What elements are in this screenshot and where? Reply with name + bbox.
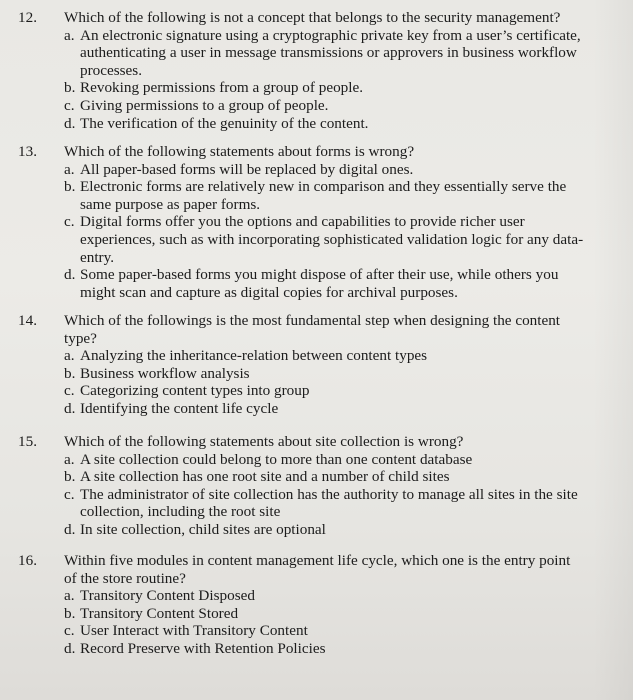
option-letter: c. (64, 485, 75, 503)
option-letter: b. (64, 79, 76, 97)
option-letter: d. (64, 266, 76, 284)
option-letter: a. (64, 587, 75, 605)
option-d (64, 521, 599, 539)
option-a (64, 27, 599, 80)
option-a (64, 587, 599, 605)
option-text: Record Preserve with Retention Policies (80, 639, 326, 657)
option-text: Transitory Content Stored (80, 604, 239, 622)
option-letter: c. (64, 622, 75, 640)
question-text: Within five modules in content management life cycle, which one is the entry point of the store routine? (64, 552, 571, 587)
option-letter: a. (64, 347, 75, 365)
question-text: Which of the following statements about site collection is wrong? (64, 433, 464, 450)
question-number: 15. (18, 433, 37, 450)
options-list (64, 347, 599, 417)
option-a (64, 347, 599, 365)
option-letter: c. (64, 96, 75, 114)
option-text: User Interact with Transitory Content (80, 622, 308, 640)
option-d (64, 115, 599, 133)
option-letter: b. (64, 604, 76, 622)
option-letter: b. (64, 364, 76, 382)
option-a (64, 451, 599, 469)
option-b (64, 468, 599, 486)
option-d (64, 640, 599, 658)
question-number: 14. (18, 312, 37, 329)
option-text: Analyzing the inheritance-relation between content types (80, 347, 428, 365)
option-letter: a. (64, 450, 75, 468)
option-letter: d. (64, 114, 76, 132)
options-list (64, 451, 599, 539)
option-c (64, 213, 593, 266)
option-b (64, 605, 599, 623)
option-text: A site collection could belong to more than one content database (80, 450, 473, 468)
option-text: In site collection, child sites are optional (80, 520, 326, 538)
option-text: The administrator of site collection has the authority to manage all sites in the site collection, including the root site (80, 485, 578, 521)
option-d (64, 400, 599, 418)
question-number: 16. (18, 552, 37, 569)
question-number: 12. (18, 9, 37, 26)
options-list (64, 27, 599, 133)
option-a (64, 161, 593, 179)
option-letter: b. (64, 178, 76, 196)
option-letter: d. (64, 639, 76, 657)
option-b (64, 79, 599, 97)
options-list (64, 587, 599, 657)
option-text: Business workflow analysis (80, 364, 250, 382)
option-letter: a. (64, 26, 75, 44)
option-letter: d. (64, 399, 76, 417)
option-text: Digital forms offer you the options and capabilities to provide richer user experiences, such as with incorporating sophisticated validation logic for any data-entry. (80, 213, 584, 266)
option-letter: a. (64, 160, 75, 178)
options-list (64, 161, 593, 302)
option-b (64, 178, 593, 213)
option-letter: b. (64, 468, 76, 486)
option-c (64, 622, 599, 640)
option-text: Revoking permissions from a group of people. (80, 79, 364, 97)
option-text: A site collection has one root site and a number of child sites (80, 468, 450, 486)
option-b (64, 365, 599, 383)
option-text: All paper-based forms will be replaced by digital ones. (80, 160, 414, 178)
option-text: Identifying the content life cycle (80, 399, 279, 417)
option-c (64, 486, 605, 521)
option-letter: d. (64, 520, 76, 538)
option-c (64, 97, 599, 115)
option-letter: c. (64, 382, 75, 400)
option-c (64, 382, 599, 400)
option-text: Electronic forms are relatively new in comparison and they essentially serve the same purpose as paper forms. (80, 178, 567, 213)
option-text: Categorizing content types into group (80, 382, 310, 400)
option-text: Transitory Content Disposed (80, 587, 255, 605)
question-text: Which of the following is not a concept that belongs to the security management? (64, 9, 561, 26)
option-text: An electronic signature using a cryptographic private key from a user’s certificate, authenticating a user in message transmissions or approvers in business workflow processes. (80, 26, 581, 79)
option-text: Some paper-based forms you might dispose of after their use, while others you might scan and capture as digital copies for archival purposes. (80, 266, 559, 301)
question-text: Which of the followings is the most fundamental step when designing the content type? (64, 312, 561, 347)
question-number: 13. (18, 143, 37, 160)
option-text: Giving permissions to a group of people. (80, 96, 329, 114)
option-text: The verification of the genuinity of the content. (80, 114, 369, 132)
question-text: Which of the following statements about forms is wrong? (64, 143, 415, 160)
option-letter: c. (64, 213, 75, 231)
option-d (64, 266, 593, 301)
paper-shadow (593, 0, 633, 700)
